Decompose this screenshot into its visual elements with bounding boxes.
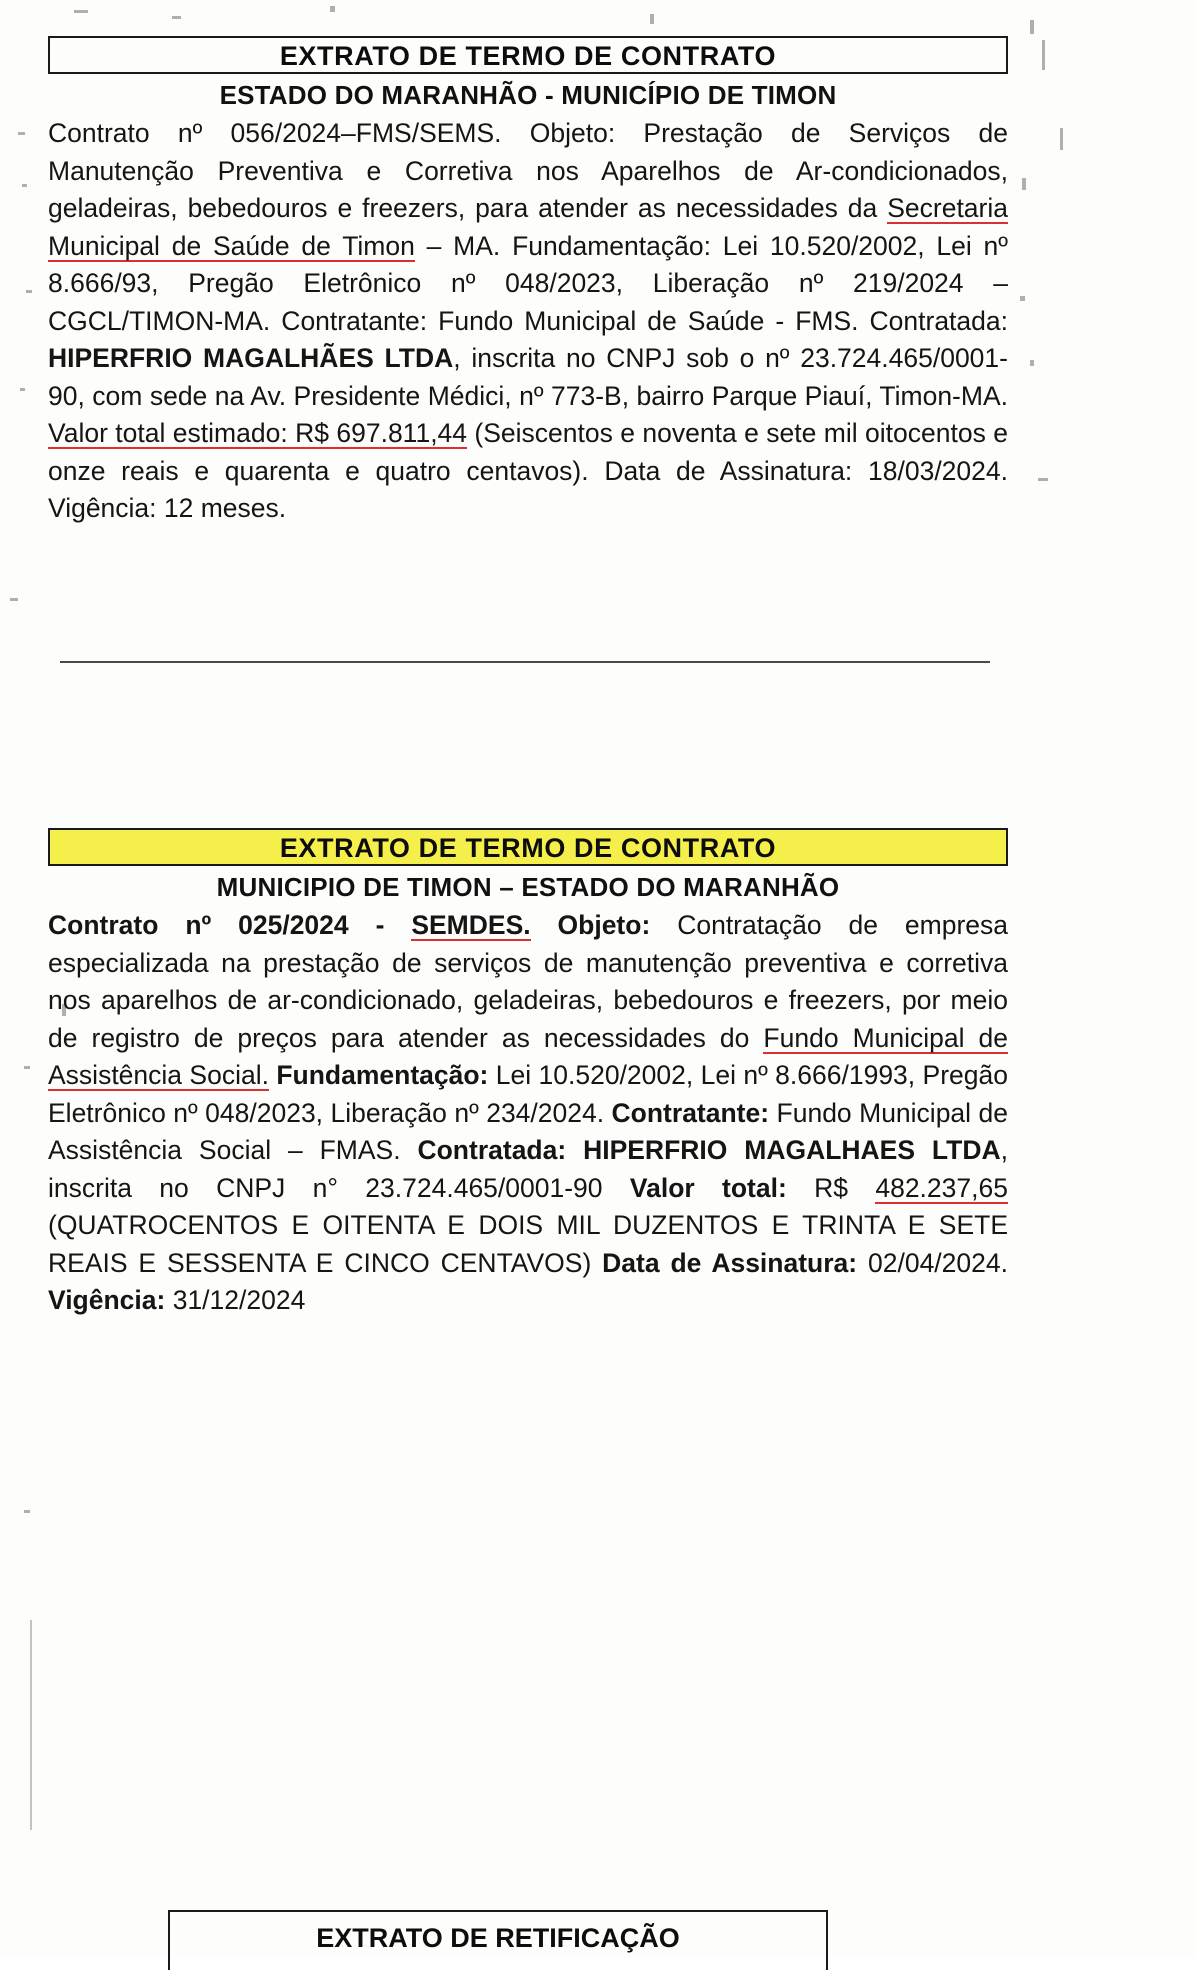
run-fundamentacao-label: Fundamentação: [276,1060,489,1090]
run-vigencia-label: Vigência: [48,1285,166,1315]
scan-speckle [1022,178,1026,190]
run-vigencia: 31/12/2024 [165,1285,306,1315]
section-subheading: ESTADO DO MARANHÃO - MUNICÍPIO DE TIMON [219,80,837,110]
scan-speckle [1060,128,1063,150]
run-cnpj: , inscrita no CNPJ n° 23.724.465/0001-90 [48,1135,1008,1203]
run-valor-extenso: (QUATROCENTOS E OITENTA E DOIS MIL DUZENTOS E TRINTA E SETE REAIS E SESSENTA E CINCO CENTAVOS) [48,1210,1008,1278]
contract-paragraph [48,907,1008,1320]
run-valor-label: Valor total: [629,1172,787,1203]
run-valor-extenso-data: (Seiscentos e noventa e sete mil oitocentos e onze reais e quarenta e quatro centavos). Data de Assinatura: 18/03/2024. Vigência: 12 meses. [48,418,1008,523]
run-fundamentacao: Lei 10.520/2002, Lei nº 8.666/1993, Pregão Eletrônico nº 048/2023, Liberação nº 234/2024. [48,1060,1008,1128]
section-banner-title-highlighted: EXTRATO DE TERMO DE CONTRATO [48,828,1008,866]
scan-speckle [172,16,181,19]
run-contrato: Contrato nº 025/2024 - [48,910,412,940]
run-currency: R$ [786,1172,876,1203]
contract-body-text-1 [48,115,1008,528]
section-subheading: MUNICIPIO DE TIMON – ESTADO DO MARANHÃO [216,872,840,902]
clipping-bottom-rule [60,661,990,663]
run-contratada: Contratada: HIPERFRIO MAGALHAES LTDA [417,1135,1001,1165]
scan-speckle [10,598,18,601]
run-orgao-underlined: Fundo Municipal de Assistência Social. [48,1022,1009,1090]
run-objeto: Objeto: Prestação de Serviços de Manutenção Preventiva e Corretiva nos Aparelhos de Ar-condicionados, geladeiras, bebedouros e freezers, para atender as necessidades da [48,118,1008,223]
run-contrato: Contrato nº 056/2024–FMS/SEMS. [48,118,530,148]
section-banner-title: EXTRATO DE TERMO DE CONTRATO [48,36,1008,74]
scan-edge-line [30,1620,32,1830]
run-orgao-underlined: Secretaria Municipal de Saúde de Timon [48,193,1008,261]
scan-speckle [1030,20,1034,34]
scan-speckle [1042,40,1045,70]
scan-speckle [330,6,335,12]
run-semdes-underlined: SEMDES. [411,910,531,940]
run-data: 02/04/2024. [857,1247,1008,1278]
run-valor-underlined: Valor total estimado: R$ 697.811,44 [48,418,468,448]
contract-extract-1 [48,36,1008,528]
run-contratante: Fundo Municipal de Assistência Social – FMAS. [48,1097,1008,1165]
scan-speckle [1038,478,1048,481]
run-objeto-label: Objeto: [530,910,651,940]
run-cnpj-endereco: , inscrita no CNPJ sob o nº 23.724.465/0001-90, com sede na Av. Presidente Médici, nº 773-B, bairro Parque Piauí, Timon-MA. [48,343,1008,411]
run-contratante-label: Contratante: [611,1097,770,1128]
contract-body-text-2 [48,907,1008,1320]
scan-speckle [650,14,654,24]
run-data-label: Data de Assinatura: [602,1247,858,1278]
scan-speckle [26,290,32,293]
scan-speckle [18,132,25,135]
scan-speckle [1030,360,1034,366]
scan-speckle [24,1066,30,1069]
cut-off-banner-retificacao: EXTRATO DE RETIFICAÇÃO [168,1910,828,1970]
scan-speckle [1020,296,1025,301]
contract-paragraph [48,115,1008,528]
run-valor-underlined: 482.237,65 [875,1172,1008,1203]
scan-speckle [74,10,88,13]
contract-extract-2 [48,828,1008,1320]
run-contratada: HIPERFRIO MAGALHÃES LTDA [48,343,454,373]
run-objeto: Contratação de empresa especializada na prestação de serviços de manutenção preventiva e corretiva nos aparelhos de ar-condicionado, geladeiras, bebedouros e freezers, por meio de registro de preços para atender as necessidades do [48,910,1008,1053]
scan-speckle [24,1510,30,1513]
run-fundamentacao: – MA. Fundamentação: Lei 10.520/2002, Lei nº 8.666/93, Pregão Eletrônico nº 048/2023, Liberação nº 219/2024 – CGCL/TIMON-MA. Contratante: Fundo Municipal de Saúde - FMS. Contratada: [48,230,1008,336]
scan-speckle [22,184,27,187]
scan-speckle [20,388,25,391]
